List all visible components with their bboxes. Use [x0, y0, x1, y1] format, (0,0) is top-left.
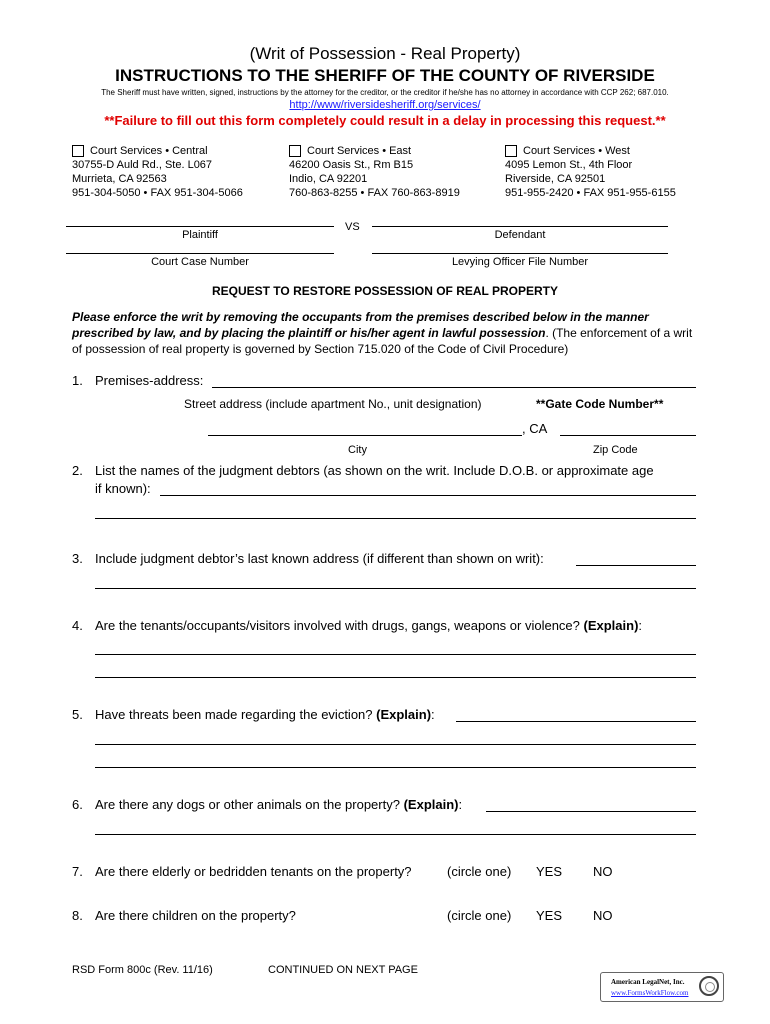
gate-code-label: **Gate Code Number** [536, 397, 664, 411]
request-rest-text: . (The enforcement of a writ of possession of real property is governed by Section 715.020 of the Code of Civil Procedure) [72, 326, 693, 356]
office-east [289, 144, 460, 200]
case-number-line[interactable] [66, 253, 334, 254]
plaintiff-line[interactable] [66, 226, 334, 227]
circle-one-label: (circle one) [447, 908, 512, 923]
warning-notice: **Failure to fill out this form completely could result in a delay in processing this request.** [104, 113, 666, 128]
office-address-line2: Indio, CA 92201 [289, 173, 368, 185]
circle-one-label: (circle one) [447, 864, 512, 879]
badge-url: www.FormsWorkFlow.com [611, 989, 689, 997]
sheriff-services-link[interactable]: http://www/riversidesheriff.org/services/ [289, 99, 481, 111]
continued-notice: CONTINUED ON NEXT PAGE [268, 964, 418, 976]
threats-line-3[interactable] [95, 767, 696, 768]
state-label: , CA [522, 421, 548, 436]
threats-line-1[interactable] [456, 721, 696, 722]
office-east-checkbox[interactable] [289, 145, 301, 157]
question-2: 2. List the names of the judgment debtors (as shown on the writ. Include D.O.B. or approximate age [72, 463, 654, 478]
city-line[interactable] [208, 435, 522, 436]
plaintiff-label: Plaintiff [182, 229, 218, 241]
question-8: 8. Are there children on the property? [72, 908, 296, 923]
office-name: Court Services • West [523, 145, 630, 157]
office-name: Court Services • East [307, 145, 412, 157]
zip-caption: Zip Code [593, 444, 638, 456]
debtor-address-line-1[interactable] [576, 565, 696, 566]
q8-yes-option[interactable]: YES [536, 908, 563, 923]
office-name: Court Services • Central [90, 145, 208, 157]
defendant-label: Defendant [494, 229, 546, 241]
city-caption: City [348, 444, 367, 456]
q7-yes-option[interactable]: YES [536, 864, 563, 879]
request-bold-text: Please enforce the writ by removing the occupants from the premises described below in the manner prescribed by law, and by placing the plaintiff or his/her agent in lawful possession [72, 310, 649, 340]
case-number-label: Court Case Number [151, 256, 249, 268]
office-address-line2: Murrieta, CA 92563 [72, 173, 167, 185]
debtors-line-2[interactable] [95, 518, 696, 519]
violence-line-1[interactable] [95, 654, 696, 655]
question-3: 3. Include judgment debtor’s last known address (if different than shown on writ): [72, 551, 544, 566]
vs-label: VS [345, 221, 360, 233]
animals-line-1[interactable] [486, 811, 696, 812]
animals-line-2[interactable] [95, 834, 696, 835]
threats-line-2[interactable] [95, 744, 696, 745]
instructions-subline: The Sheriff must have written, signed, instructions by the attorney for the creditor, or the creditor if he/she has no attorney in accordance with CCP 262; 687.010. [101, 88, 669, 97]
office-address-line1: 46200 Oasis St., Rm B15 [289, 159, 414, 171]
badge-company: American LegalNet, Inc. [611, 978, 685, 986]
office-central-checkbox[interactable] [72, 145, 84, 157]
form-number: RSD Form 800c (Rev. 11/16) [72, 964, 213, 976]
question-5: 5. Have threats been made regarding the eviction? (Explain): [72, 707, 435, 722]
question-6: 6. Are there any dogs or other animals on the property? (Explain): [72, 797, 463, 812]
street-caption: Street address (include apartment No., unit designation) [184, 397, 482, 411]
request-paragraph [72, 309, 702, 357]
question-4: 4. Are the tenants/occupants/visitors involved with drugs, gangs, weapons or violence? (Explain): [72, 618, 643, 633]
office-phone: 951-955-2420 • FAX 951-955-6155 [505, 187, 676, 199]
zip-line[interactable] [560, 435, 696, 436]
form-title: INSTRUCTIONS TO THE SHERIFF OF THE COUNTY OF RIVERSIDE [115, 66, 655, 85]
office-west [505, 144, 676, 200]
legalnet-badge[interactable] [600, 972, 724, 1002]
question-1: 1. Premises-address: [72, 373, 204, 388]
request-title: REQUEST TO RESTORE POSSESSION OF REAL PROPERTY [211, 284, 559, 298]
levying-file-label: Levying Officer File Number [451, 256, 589, 268]
office-central [72, 144, 243, 200]
defendant-line[interactable] [372, 226, 668, 227]
violence-line-2[interactable] [95, 677, 696, 678]
office-phone: 951-304-5050 • FAX 951-304-5066 [72, 187, 243, 199]
form-subtitle: (Writ of Possession - Real Property) [249, 44, 521, 63]
question-7: 7. Are there elderly or bedridden tenants on the property? [72, 864, 412, 879]
office-address-line1: 4095 Lemon St., 4th Floor [505, 159, 633, 171]
office-address-line2: Riverside, CA 92501 [505, 173, 606, 185]
debtors-line-1[interactable] [160, 495, 696, 496]
office-phone: 760-863-8255 • FAX 760-863-8919 [289, 187, 460, 199]
q7-no-option[interactable]: NO [593, 864, 613, 879]
debtor-address-line-2[interactable] [95, 588, 696, 589]
question-2-line2: if known): [95, 481, 151, 496]
q8-no-option[interactable]: NO [593, 908, 613, 923]
levying-file-line[interactable] [372, 253, 668, 254]
street-address-line[interactable] [212, 387, 696, 388]
office-address-line1: 30755-D Auld Rd., Ste. L067 [72, 159, 213, 171]
office-west-checkbox[interactable] [505, 145, 517, 157]
legalnet-logo-icon [699, 976, 719, 996]
